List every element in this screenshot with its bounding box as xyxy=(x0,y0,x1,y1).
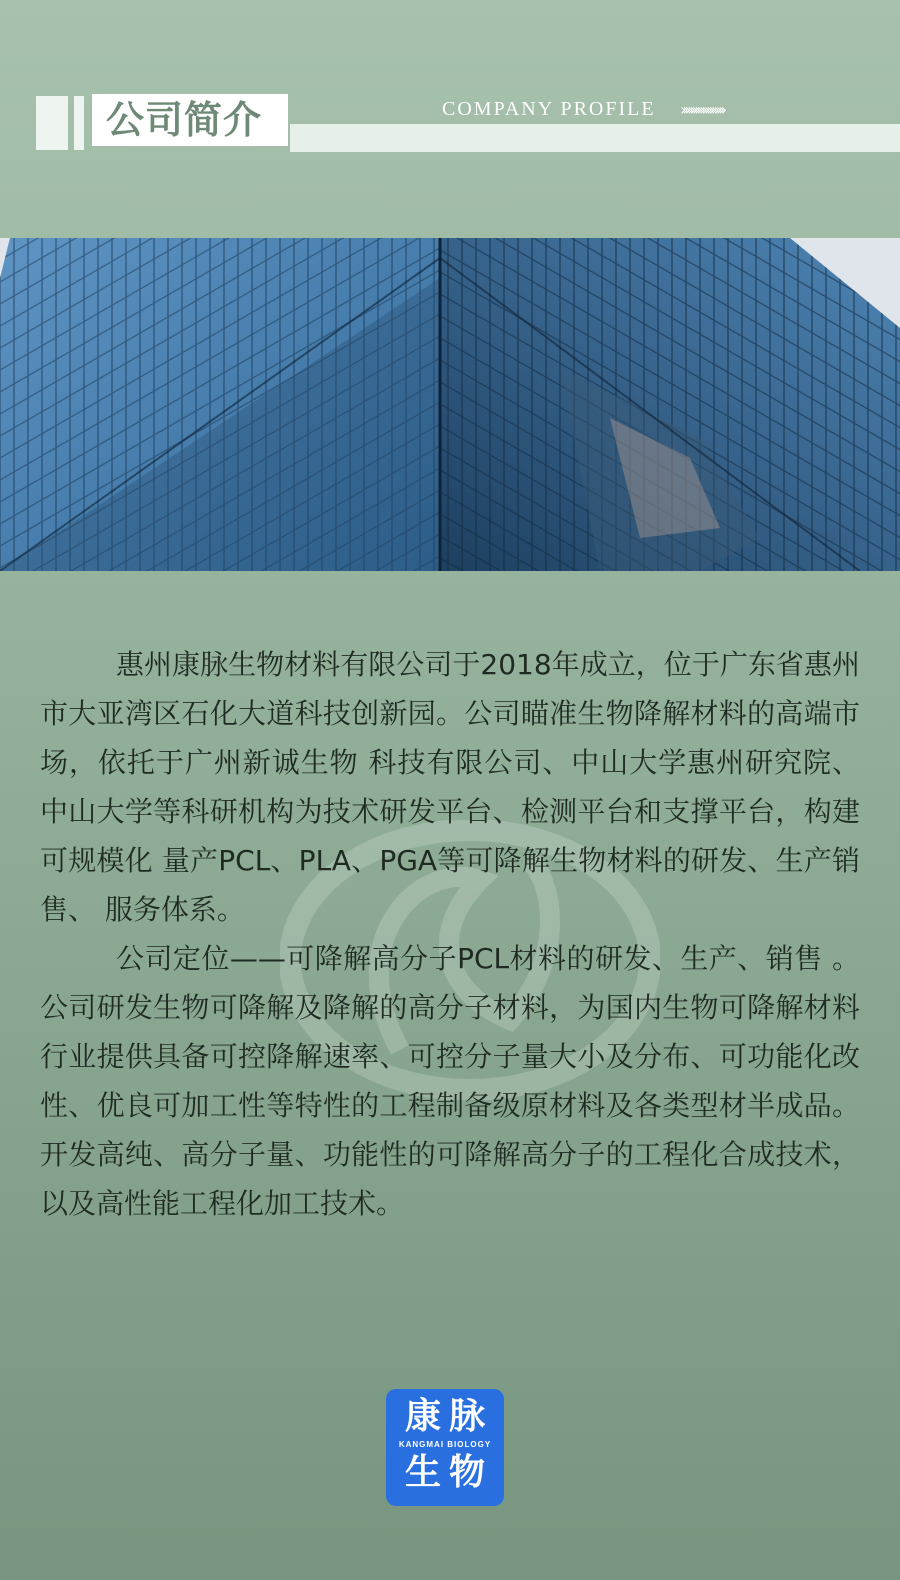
title-box xyxy=(92,94,288,146)
logo-english-name: KANGMAI BIOLOGY xyxy=(398,1440,492,1449)
company-logo xyxy=(386,1389,504,1506)
paragraph-positioning: 公司定位——可降解高分子PCL材料的研发、生产、销售 。公司研发生物可降解及降解的高分子材料，为国内生物可降解材料行业提供具备可控降解速率、可控分子量大小及分布、可功能化改性、优良可加工性等特性的工程制备级原材料及各类型材半成品。开发高纯、高分子量、功能性的可降解高分子的工程化合成技术，以及高性能工程化加工技术。 xyxy=(40,942,860,1220)
paragraph-intro: 惠州康脉生物材料有限公司于2018年成立，位于广东省惠州市大亚湾区石化大道科技创新园。公司瞄准生物降解材料的高端市场，依托于广州新诚生物 科技有限公司、中山大学惠州研究院、中山大学等科研机构为技术研发平台、检测平台和支撑平台，构建可规模化 量产PCL、PLA、PGA等可降解生物材料的研发、生产销售、 服务体系。 xyxy=(40,648,860,926)
logo-line-bottom: 生物 xyxy=(404,1452,493,1493)
building-photo xyxy=(0,238,900,571)
header-accent-bar-thin xyxy=(74,96,84,150)
page-title: 公司简介 xyxy=(106,98,263,142)
page-subtitle: COMPANY PROFILE xyxy=(442,98,656,120)
logo-line-top: 康脉 xyxy=(404,1396,493,1437)
header-accent-bar xyxy=(36,96,68,150)
chevron-decoration-icon: ›››››››››››››››››› xyxy=(680,100,724,119)
header xyxy=(0,0,900,238)
company-description xyxy=(40,640,860,1228)
header-band xyxy=(290,124,900,152)
